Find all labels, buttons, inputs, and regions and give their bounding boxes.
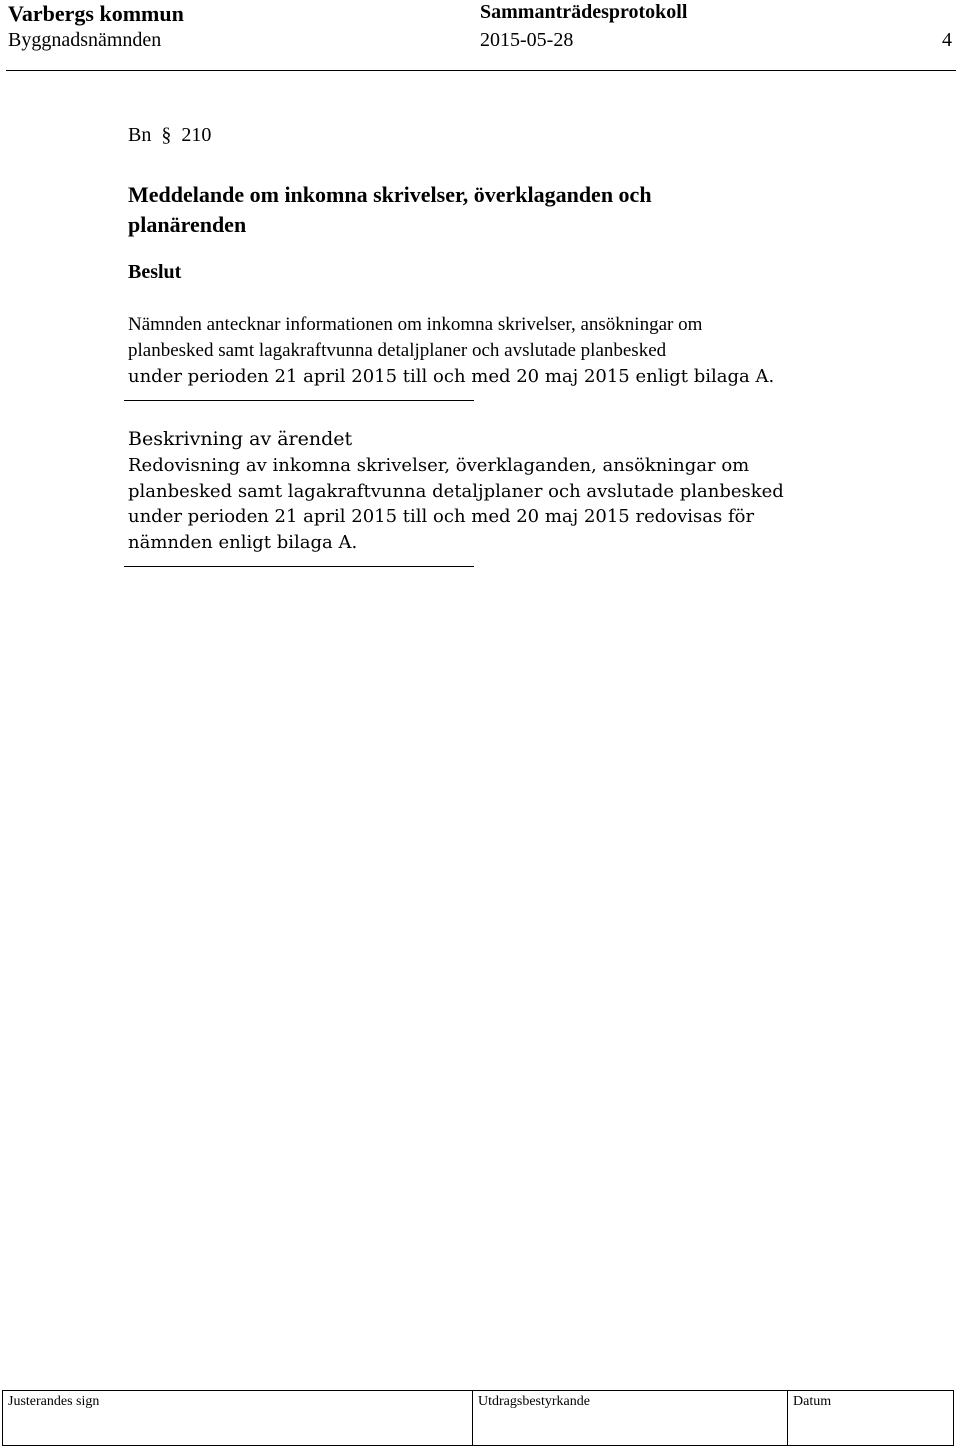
description-line: nämnden enligt bilaga A.	[128, 531, 358, 553]
date-cell	[788, 1391, 953, 1445]
organization-name: Varbergs kommun	[8, 1, 184, 26]
header-divider	[6, 70, 956, 71]
section-divider	[124, 566, 474, 567]
signature-label: Justerandes sign	[8, 1394, 100, 1409]
page-title	[128, 180, 848, 240]
decision-line: under perioden 21 april 2015 till och med 20 maj 2015 enligt bilaga A.	[128, 366, 775, 387]
description-line: planbesked samt lagakraftvunna detaljplaner och avslutade planbesked	[128, 480, 784, 502]
decision-text	[128, 312, 848, 390]
committee-name: Byggnadsnämnden	[8, 29, 162, 51]
date-label: Datum	[793, 1394, 832, 1409]
section-number: 210	[181, 124, 212, 146]
page-number: 4	[942, 29, 952, 51]
meeting-date: 2015-05-28	[480, 29, 574, 51]
description-heading: Beskrivning av ärendet	[128, 428, 353, 450]
decision-line: Nämnden antecknar informationen om inkomna skrivelser, ansökningar om	[128, 314, 703, 335]
title-line: planärenden	[128, 212, 247, 237]
signature-footer	[2, 1390, 954, 1446]
decision-line: planbesked samt lagakraftvunna detaljplaner och avslutade planbesked	[128, 340, 667, 361]
description-line: Redovisning av inkomna skrivelser, överklaganden, ansökningar om	[128, 455, 750, 476]
section-divider	[124, 400, 474, 401]
description-text	[128, 453, 848, 555]
description-line: under perioden 21 april 2015 till och med 20 maj 2015 redovisas för	[128, 506, 755, 527]
certification-cell	[473, 1391, 788, 1445]
section-prefix: Bn	[128, 124, 152, 146]
certification-label: Utdragsbestyrkande	[478, 1394, 590, 1409]
signature-cell	[3, 1391, 473, 1445]
decision-heading: Beslut	[128, 261, 182, 283]
title-line: Meddelande om inkomna skrivelser, överklaganden och	[128, 182, 652, 207]
document-type: Sammanträdesprotokoll	[480, 1, 688, 23]
section-symbol: §	[161, 124, 172, 146]
section-reference	[128, 124, 211, 147]
